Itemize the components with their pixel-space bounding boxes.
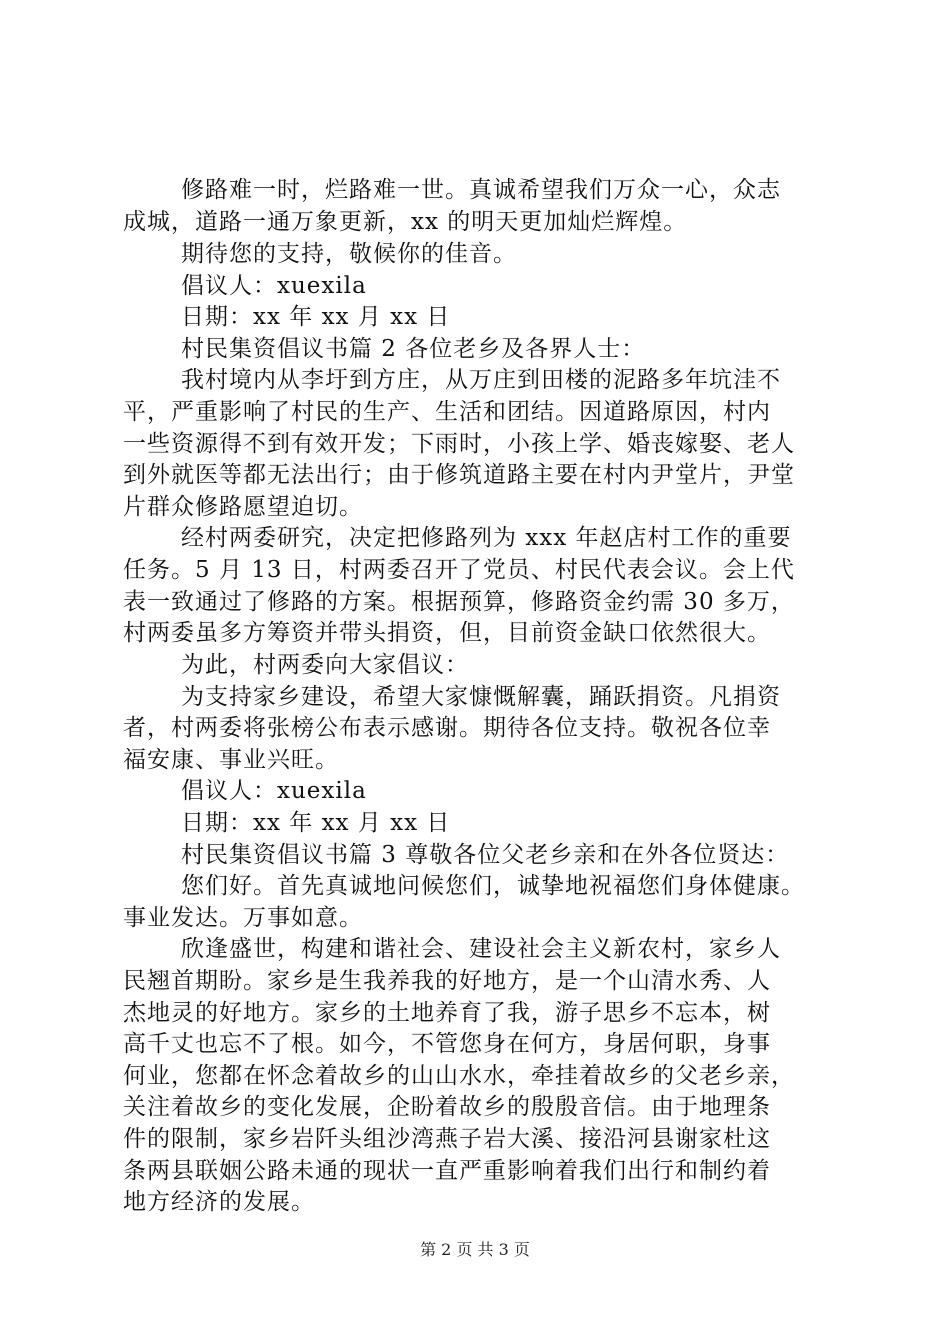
text-line: 为此，村两委向大家倡议：	[181, 652, 469, 678]
text-line: 您们好。首先真诚地问候您们，诚挚地祝福您们身体健康。	[181, 873, 805, 899]
page-footer: 第 2 页 共 3 页	[420, 1240, 530, 1259]
text-line: 经村两委研究，决定把修路列为 xxx 年赵店村工作的重要	[181, 525, 792, 551]
text-line: 何业，您都在怀念着故乡的山山水水，牵挂着故乡的父老乡亲，	[123, 1063, 795, 1089]
text-line: 地方经济的发展。	[123, 1189, 315, 1215]
text-line: 一些资源得不到有效开发；下雨时，小孩上学、婚丧嫁娶、老人	[123, 431, 795, 457]
text-line: 片群众修路愿望迫切。	[123, 494, 363, 520]
text-line: 任务。5 月 13 日，村两委召开了党员、村民代表会议。会上代	[123, 557, 795, 583]
text-line: 欣逢盛世，构建和谐社会、建设社会主义新农村，家乡人	[181, 936, 781, 962]
text-line: 平，严重影响了村民的生产、生活和团结。因道路原因，村内	[123, 399, 771, 425]
text-line: 高千丈也忘不了根。如今，不管您身在何方，身居何职，身事	[123, 1031, 771, 1057]
text-line: 倡议人：xuexila	[181, 273, 367, 299]
text-line: 日期：xx 年 xx 月 xx 日	[181, 810, 451, 836]
text-line: 我村境内从李圩到方庄，从万庄到田楼的泥路多年坑洼不	[181, 367, 781, 393]
section-heading: 村民集资倡议书篇 3 尊敬各位父老乡亲和在外各位贤达：	[181, 842, 790, 868]
text-line: 者，村两委将张榜公布表示感谢。期待各位支持。敬祝各位幸	[123, 715, 771, 741]
text-line: 到外就医等都无法出行；由于修筑道路主要在村内尹堂片，尹堂	[123, 462, 795, 488]
text-line: 件的限制，家乡岩阡头组沙湾燕子岩大溪、接沿河县谢家杜这	[123, 1126, 771, 1152]
section-heading: 村民集资倡议书篇 2 各位老乡及各界人士：	[181, 336, 646, 362]
text-line: 表一致通过了修路的方案。根据预算，修路资金约需 30 多万，	[123, 589, 795, 615]
text-line: 修路难一时，烂路难一世。真诚希望我们万众一心，众志	[181, 177, 781, 203]
text-line: 关注着故乡的变化发展，企盼着故乡的殷殷音信。由于地理条	[123, 1094, 771, 1120]
text-line: 日期：xx 年 xx 月 xx 日	[181, 304, 451, 330]
text-line: 倡议人：xuexila	[181, 778, 367, 804]
text-line: 村两委虽多方筹资并带头捐资，但，目前资金缺口依然很大。	[123, 620, 771, 646]
text-line: 事业发达。万事如意。	[123, 905, 363, 931]
text-line: 期待您的支持，敬候你的佳音。	[181, 241, 517, 267]
text-line: 杰地灵的好地方。家乡的土地养育了我，游子思乡不忘本，树	[123, 1000, 771, 1026]
text-line: 成城，道路一通万象更新，xx 的明天更加灿烂辉煌。	[123, 209, 688, 235]
text-line: 条两县联姻公路未通的现状一直严重影响着我们出行和制约着	[123, 1158, 771, 1184]
text-line: 为支持家乡建设，希望大家慷慨解囊，踊跃捐资。凡捐资	[181, 684, 781, 710]
text-line: 福安康、事业兴旺。	[123, 747, 339, 773]
text-line: 民翘首期盼。家乡是生我养我的好地方，是一个山清水秀、人	[123, 968, 771, 994]
